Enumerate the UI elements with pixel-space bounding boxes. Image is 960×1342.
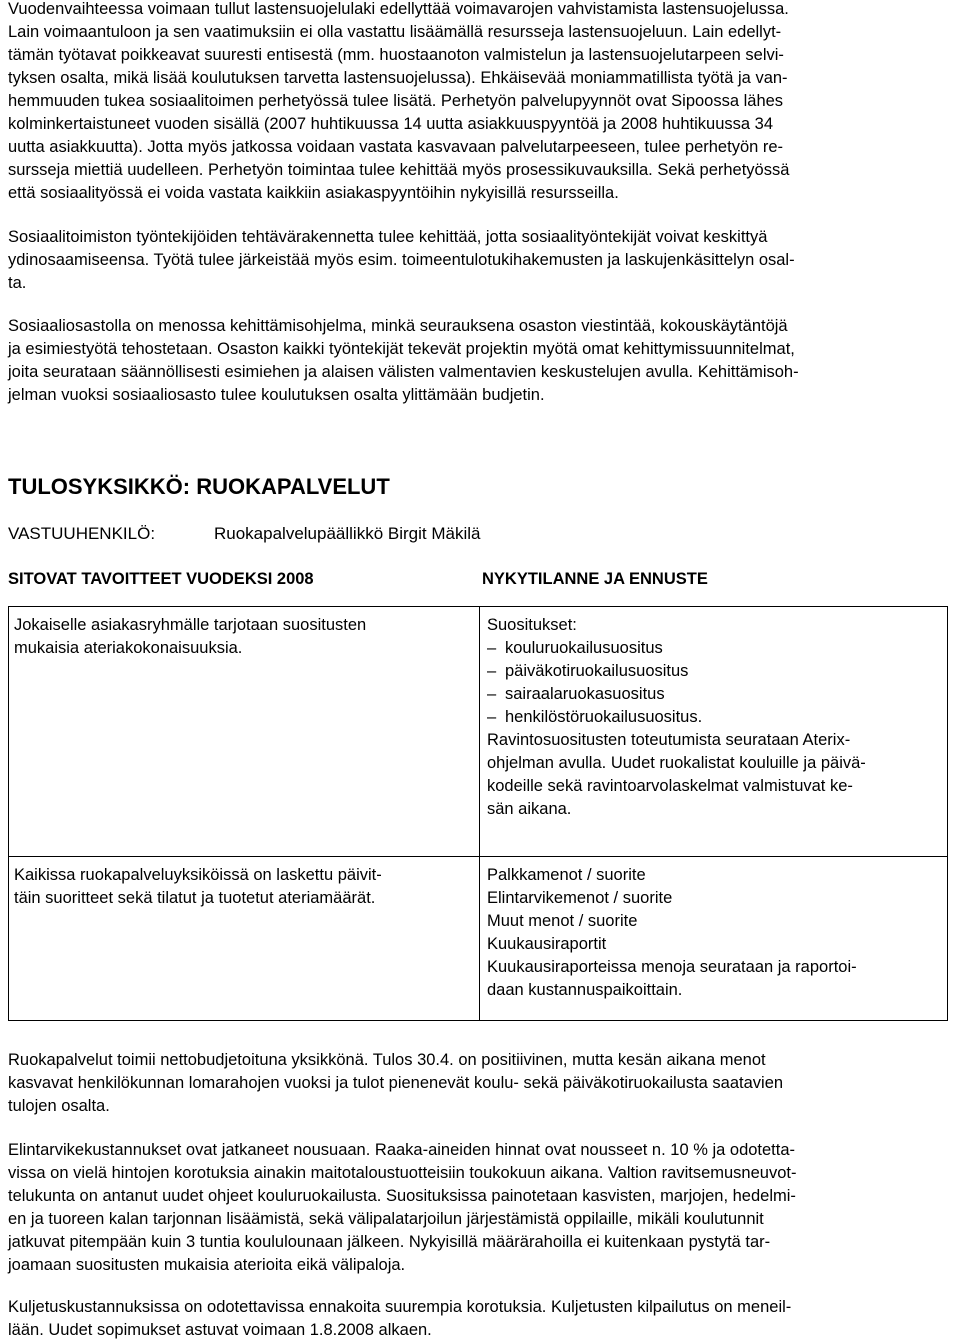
list-item: – päiväkotiruokailusuositus [487, 660, 943, 683]
list-item: – sairaalaruokasuositus [487, 683, 943, 706]
text-line: tyksen osalta, mikä lisää koulutuksen tarvetta lastensuojelussa). Ehkäisevää moniammatillista työtä ja van- [8, 69, 788, 87]
text-line: jatkuvat pitempään kuin 3 tuntia koululounaan jälkeen. Nykyisillä määrärahoilla ei kuitenkaan pystytä tar- [8, 1233, 771, 1251]
text-line: Muut menot / suorite [487, 912, 638, 930]
paragraph-child-protection [8, 0, 789, 205]
text-line: Kuljetuskustannuksissa on odotettavissa ennakoita suurempia korotuksia. Kuljetusten kilpailutus on meneil- [8, 1298, 792, 1316]
text-line: Vuodenvaihteessa voimaan tullut lastensuojelulaki edellyttää voimavarojen vahvistamista lastensuojelussa. [8, 0, 789, 18]
paragraph-net-budget [8, 1049, 783, 1118]
text-line: vissa on vielä hintojen korotuksia ainakin maitotaloustuotteisiin toukokuun aikana. Valtion ravitsemusneuvot- [8, 1164, 797, 1182]
goals-heading: SITOVAT TAVOITTEET VUODEKSI 2008 [8, 570, 314, 588]
text-line: Lain voimaantuloon ja sen vaatimuksiin ei olla vastattu lisäämällä resursseja lastensuojeluun. Lain edellyt- [8, 23, 782, 41]
text-line: kodeille sekä ravintoarvolaskelmat valmistuvat ke- [487, 777, 853, 795]
text-line: lään. Uudet sopimukset astuvat voimaan 1.8.2008 alkaen. [8, 1321, 432, 1339]
goals-table [8, 606, 948, 1021]
text-line: Kuukausiraporteissa menoja seurataan ja raportoi- [487, 958, 857, 976]
text-line: täin suoritteet sekä tilatut ja tuotetut ateriamäärät. [14, 889, 376, 907]
text-line: Ruokapalvelut toimii nettobudjetoituna yksikkönä. Tulos 30.4. on positiivinen, mutta kesän aikana menot [8, 1051, 766, 1069]
responsible-label: VASTUUHENKILÖ: [8, 524, 156, 543]
table-row [9, 857, 948, 1021]
text-line: Ravintosuositusten toteutumista seurataan Aterix- [487, 731, 851, 749]
dash-glyph: – [487, 639, 497, 657]
goal-cell [9, 607, 480, 857]
list-item: – kouluruokailusuositus [487, 637, 943, 660]
text-line: että sosiaalityössä ei voida vastata kaikkiin asiakaspyyntöihin nykyisillä resursseilla. [8, 184, 619, 202]
paragraph-transport-costs [8, 1296, 791, 1342]
text-line: kolminkertaistuneet vuoden sisällä (2007 huhtikuussa 14 uutta asiakkuuspyyntöä ja 2008 huhtikuussa 34 [8, 115, 773, 133]
text-line: ta. [8, 274, 27, 292]
text-line: sän aikana. [487, 800, 572, 818]
table-row [9, 607, 948, 857]
text-line: telukunta on antanut uudet ohjeet kouluruokailusta. Suosituksissa painotetaan kasvisten, marjojen, hedelmi- [8, 1187, 796, 1205]
text-line: ja esimiestyötä tehostetaan. Osaston kaikki työntekijät tekevät projektin myötä omat kehittymissuunnitelmat, [8, 340, 795, 358]
text-line: tulojen osalta. [8, 1097, 110, 1115]
text-line: joita seurataan säännöllisesti esimiehen ja alaisen välisten valmentavien keskustelujen avulla. Kehittämisoh- [8, 363, 799, 381]
unit-name: RUOKAPALVELUT [196, 474, 390, 499]
paragraph-social-office [8, 226, 795, 295]
dash-glyph: – [487, 685, 497, 703]
status-cell [480, 857, 948, 1021]
paragraph-development-program [8, 315, 799, 407]
text-line: Palkkamenot / suorite [487, 866, 646, 884]
text-line: hemmuuden tukea sosiaalitoimen perhetyössä tulee lisätä. Perhetyön palvelupyynnöt ovat Sipoossa lähes [8, 92, 784, 110]
text-line: sursseja miettiä uudelleen. Perhetyön toimintaa tulee kehittää myös prosessikuvauksilla. Sekä perhetyössä [8, 161, 790, 179]
text-line: daan kustannuspaikoittain. [487, 981, 683, 999]
text-line: uutta asiakkuutta). Jotta myös jatkossa voidaan vastata kasvavaan palvelutarpeeseen, tulee perhetyön re- [8, 138, 784, 156]
text-line: Jokaiselle asiakasryhmälle tarjotaan suositusten [14, 616, 367, 634]
unit-heading [8, 474, 390, 500]
unit-label: TULOSYKSIKKÖ: [8, 474, 191, 499]
responsible-name: Ruokapalvelupäällikkö Birgit Mäkilä [214, 524, 481, 543]
text-line: Sosiaaliosastolla on menossa kehittämisohjelma, minkä seurauksena osaston viestintää, kokouskäytäntöjä [8, 317, 788, 335]
text-line: Kaikissa ruokapalveluyksiköissä on laskettu päivit- [14, 866, 382, 884]
list-item: – henkilöstöruokailusuositus. [487, 706, 943, 729]
text-line: mukaisia ateriakokonaisuuksia. [14, 639, 243, 657]
text-line: jelman vuoksi sosiaaliosasto tulee koulutuksen osalta ylittämään budjetin. [8, 386, 545, 404]
text-line: en ja tuoreen kalan tarjonnan lisäämistä, sekä välipalatarjoilun järjestämistä oppilaille, mikäli koulutunnit [8, 1210, 764, 1228]
goal-cell [9, 857, 480, 1021]
text-line: ohjelman avulla. Uudet ruokalistat kouluille ja päivä- [487, 754, 866, 772]
paragraph-food-costs [8, 1139, 796, 1277]
status-cell [480, 607, 948, 857]
text-line: Kuukausiraportit [487, 935, 607, 953]
recommendations-label: Suositukset: [487, 616, 577, 634]
text-line: joamaan suositusten mukaisia aterioita eikä välipaloja. [8, 1256, 406, 1274]
dash-glyph: – [487, 662, 497, 680]
text-line: tämän työtavat poikkeavat suuresti entisestä (mm. huostaanoton valmistelun ja lastensuojelutarpeen selvi- [8, 46, 784, 64]
text-line: kasvavat henkilökunnan lomarahojen vuoksi ja tulot pienenevät koulu- sekä päiväkotiruokailusta saatavien [8, 1074, 784, 1092]
text-line: Elintarvikekustannukset ovat jatkaneet nousuaan. Raaka-aineiden hinnat ovat nousseet n. 10 % ja odotetta- [8, 1141, 796, 1159]
text-line: Sosiaalitoimiston työntekijöiden tehtävärakennetta tulee kehittää, jotta sosiaalityöntekijät voivat keskittyä [8, 228, 768, 246]
text-line: Elintarvikemenot / suorite [487, 889, 673, 907]
dash-glyph: – [487, 708, 497, 726]
responsible-person [8, 522, 481, 545]
text-line: ydinosaamiseensa. Työtä tulee järkeistää myös esim. toimeentulotukihakemusten ja laskujenkäsittelyn osal- [8, 251, 795, 269]
status-heading: NYKYTILANNE JA ENNUSTE [482, 570, 708, 588]
